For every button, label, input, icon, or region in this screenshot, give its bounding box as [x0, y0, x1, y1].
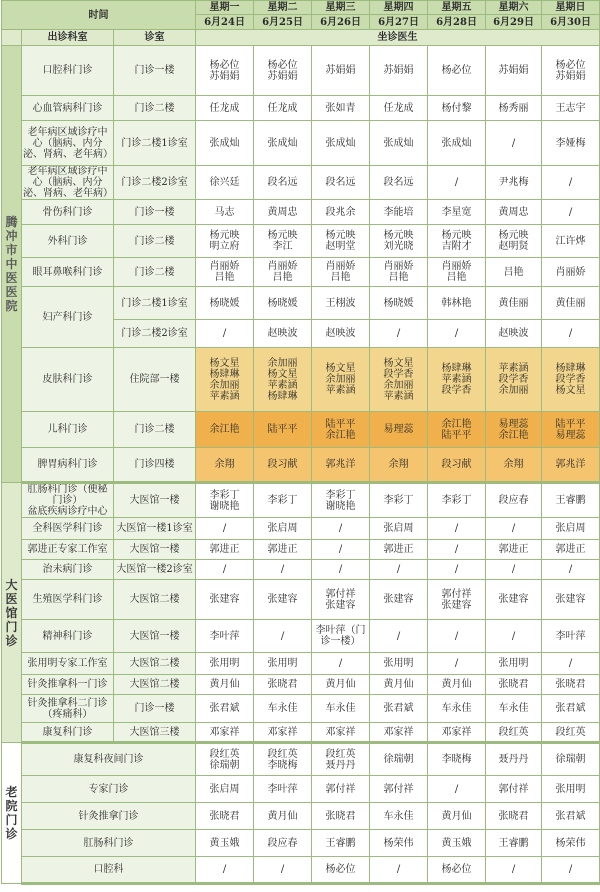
doctor-cell-sat: 张用明 [486, 653, 542, 675]
doctor-cell-sat: / [486, 560, 542, 580]
doctor-cell-tue: 杨元映 李江 [254, 225, 312, 258]
doctor-cell-wed: 赵映波 [312, 320, 370, 348]
schedule-row [2, 483, 600, 518]
dept-name: 郭进正专家工作室 [22, 540, 114, 560]
doctor-cell-thu: / [370, 320, 428, 348]
schedule-row [2, 560, 600, 580]
doctor-cell-mon: 杨元映 明立府 [196, 225, 254, 258]
doctor-cell-wed: 郭付祥 [312, 776, 370, 803]
doctor-cell-wed: / [312, 653, 370, 675]
doctor-cell-wed: 陆平平 余江艳 [312, 412, 370, 448]
doctor-cell-sun: 张晓君 [542, 675, 600, 695]
date-sat: 6月29日 [486, 15, 542, 30]
doctor-cell-wed: / [312, 560, 370, 580]
doctor-cell-wed: 黄月仙 [312, 675, 370, 695]
doctor-cell-thu: 段名远 [370, 166, 428, 200]
dept-name: 儿科门诊 [22, 412, 114, 448]
doctor-cell-mon: / [196, 518, 254, 540]
doctor-cell-tue: 段名远 [254, 166, 312, 200]
weekday-tue: 星期二 [254, 1, 312, 15]
doctor-cell-tue: 杨晓媛 [254, 287, 312, 320]
dept-name: 脾胃病科门诊 [22, 448, 114, 483]
hospital-label: 老院门诊 [2, 743, 22, 884]
dept-name: 皮肤科门诊 [22, 348, 114, 412]
doctor-cell-sat: / [486, 620, 542, 653]
room-name: 大医馆二楼 [114, 653, 196, 675]
dept-name: 肛肠科门诊（便秘门诊） 盆底疾病诊疗中心 [22, 483, 114, 518]
doctor-cell-sun: 杨必位 苏娟娟 [542, 46, 600, 96]
doctor-cell-sun: 李叶萍 [542, 620, 600, 653]
doctor-cell-mon: / [196, 320, 254, 348]
dept-name: 眼耳鼻喉科门诊 [22, 258, 114, 287]
doctor-cell-thu: 张建容 [370, 580, 428, 620]
doctor-cell-sun: / [542, 320, 600, 348]
dept-name: 老年病区域诊疗中心（脑病、内分泌、肾病、老年病） [23, 166, 113, 199]
schedule-row [2, 803, 600, 830]
dept-name: 针灸推拿科二门诊（疼痛科） [22, 695, 114, 723]
doctor-cell-wed: / [312, 540, 370, 560]
doctor-cell-wed: 杨元映 赵明堂 [312, 225, 370, 258]
doctor-cell-tue: 段应春 [254, 830, 312, 857]
doctor-cell-tue: 张晓君 [254, 675, 312, 695]
doctor-cell-fri: / [428, 620, 486, 653]
doctor-cell-sat: 张晓君 [486, 675, 542, 695]
doctor-cell-mon: 段红英 徐瑞朝 [196, 743, 254, 776]
doctor-cell-sun: 黄佳丽 [542, 287, 600, 320]
room-name: 门诊四楼 [114, 448, 196, 483]
doctor-cell-wed: 李叶萍（门诊一楼） [312, 620, 370, 653]
doctor-cell-sat: 郭付祥 [486, 776, 542, 803]
doctor-cell-mon: / [196, 560, 254, 580]
schedule-row [2, 225, 600, 258]
doctor-cell-tue: 张用明 [254, 653, 312, 675]
schedule-row [2, 287, 600, 320]
doctor-cell-wed: 郭付祥 张建容 [312, 580, 370, 620]
room-column-header: 诊室 [114, 30, 196, 46]
doctor-cell-wed: 张成灿 [312, 121, 370, 166]
room-name: 大医馆一楼 [114, 540, 196, 560]
doctor-cell-sat: 王睿鹏 [486, 830, 542, 857]
doctor-cell-mon: 黄玉娥 [196, 830, 254, 857]
schedule-row [2, 166, 600, 200]
doctor-cell-mon: 杨必位 苏娟娟 [196, 46, 254, 96]
doctor-cell-fri: 黄月仙 [428, 803, 486, 830]
schedule-row [2, 540, 600, 560]
doctor-cell-sun: 张建容 [542, 580, 600, 620]
doctor-cell-mon: 张建容 [196, 580, 254, 620]
room-name: 大医馆三楼 [114, 723, 196, 743]
dept-name: 针灸推拿科一门诊 [22, 675, 114, 695]
doctor-cell-sat: 郭进正 [486, 540, 542, 560]
schedule-row [2, 96, 600, 121]
doctor-cell-fri: 李星宽 [428, 200, 486, 225]
weekday-sun: 星期日 [542, 1, 600, 15]
weekday-wed: 星期三 [312, 1, 370, 15]
room-name: 门诊二楼 [114, 225, 196, 258]
schedule-row [2, 830, 600, 857]
weekday-fri: 星期五 [428, 1, 486, 15]
doctor-cell-sun: 王志宇 [542, 96, 600, 121]
doctor-cell-sun: 陆平平 易理蕊 [542, 412, 600, 448]
doctor-cell-thu: / [370, 620, 428, 653]
dept-name: 老年病区域诊疗中心（脑病、内分泌、肾病、老年病） [22, 121, 114, 166]
doctor-cell-wed: 段名远 [312, 166, 370, 200]
doctor-cell-tue: 张启周 [254, 518, 312, 540]
doctor-cell-fri: 肖丽娇 吕艳 [428, 258, 486, 287]
doctor-cell-sat: 苏娟娟 [486, 46, 542, 96]
room-name: 大医馆二楼 [114, 675, 196, 695]
date-tue: 6月25日 [254, 15, 312, 30]
doctor-cell-tue: 段红英 李晓梅 [254, 743, 312, 776]
doctor-cell-tue: 黄月仙 [254, 803, 312, 830]
doctor-cell-fri: / [428, 518, 486, 540]
doctor-cell-mon: 张成灿 [196, 121, 254, 166]
doctor-cell-sat: 段应春 [486, 483, 542, 518]
room-name: 门诊二楼 [114, 258, 196, 287]
doctor-cell-mon: 肖丽娇 吕艳 [196, 258, 254, 287]
doctor-cell-fri: / [428, 540, 486, 560]
doctor-cell-tue: 杨必位 苏娟娟 [254, 46, 312, 96]
doctor-cell-sat: 吕艳 [486, 258, 542, 287]
doctor-cell-sun: 杨肆琳 段学香 杨文星 [542, 348, 600, 412]
doctor-cell-mon: 张晓君 [196, 803, 254, 830]
doctor-cell-fri: 杨必位 [428, 46, 486, 96]
doctor-cell-sat: 黄佳丽 [486, 287, 542, 320]
schedule-table [1, 0, 600, 885]
doctor-cell-thu: 李能培 [370, 200, 428, 225]
doctor-cell-sun: 王睿鹏 [542, 483, 600, 518]
doctor-cell-fri: 杨必位 [428, 857, 486, 884]
doctor-cell-sun: 张启周 [542, 518, 600, 540]
doctor-cell-fri: / [428, 776, 486, 803]
doctor-cell-sat: 聂丹丹 [486, 743, 542, 776]
doctor-cell-fri: 邓家祥 [428, 723, 486, 743]
doctor-cell-sun: 张君斌 [542, 803, 600, 830]
hospital-spacer [2, 30, 22, 46]
doctor-cell-sun: / [542, 653, 600, 675]
doctor-cell-mon: 李彩丁 谢晓艳 [196, 483, 254, 518]
dept-name: 康复科门诊 [22, 723, 114, 743]
doctor-cell-tue: 邓家祥 [254, 723, 312, 743]
doctor-cell-thu: 车永佳 [370, 803, 428, 830]
doctor-cell-sun: 张君斌 [542, 695, 600, 723]
room-name: 住院部一楼 [114, 348, 196, 412]
doctor-cell-sat: 赵映波 [486, 320, 542, 348]
doctor-cell-tue: / [254, 857, 312, 884]
doctor-cell-thu: 杨文星 段学香 余加丽 苹素涵 [370, 348, 428, 412]
schedule-row [2, 743, 600, 776]
doctor-cell-fri: 李彩丁 [428, 483, 486, 518]
doctor-cell-fri: 段习献 [428, 448, 486, 483]
doctor-cell-thu: 邓家祥 [370, 723, 428, 743]
schedule-row [2, 580, 600, 620]
room-name: 门诊二楼 [114, 412, 196, 448]
doctor-cell-fri: 杨付黎 [428, 96, 486, 121]
doctor-cell-mon: 郭进正 [196, 540, 254, 560]
doctor-cell-thu: 杨元映 刘光晓 [370, 225, 428, 258]
doctor-cell-fri: 李晓梅 [428, 743, 486, 776]
doctor-cell-sun: 郭进正 [542, 540, 600, 560]
dept-name: 针灸推拿门诊 [22, 803, 196, 830]
doctor-cell-thu: 张成灿 [370, 121, 428, 166]
room-name: 大医馆一楼 [114, 620, 196, 653]
doctor-cell-thu: 李彩丁 [370, 483, 428, 518]
room-name: 门诊一楼 [114, 200, 196, 225]
doctor-cell-wed: 王栩波 [312, 287, 370, 320]
doctor-cell-thu: 郭进正 [370, 540, 428, 560]
doctor-cell-sat: 张建容 [486, 580, 542, 620]
schedule-row [2, 723, 600, 743]
doctor-cell-mon: 李叶萍 [196, 620, 254, 653]
doctor-cell-mon: 马志 [196, 200, 254, 225]
schedule-row [2, 448, 600, 483]
dept-name: 专家门诊 [22, 776, 196, 803]
dept-name: 口腔科门诊 [22, 46, 114, 96]
dept-name: 生殖医学科门诊 [22, 580, 114, 620]
doctor-cell-mon: 黄月仙 [196, 675, 254, 695]
doctor-cell-thu: 张启周 [370, 518, 428, 540]
date-sun: 6月30日 [542, 15, 600, 30]
date-thu: 6月27日 [370, 15, 428, 30]
doctor-cell-tue: 陆平平 [254, 412, 312, 448]
doctor-cell-mon: 任龙成 [196, 96, 254, 121]
doctor-cell-mon: 徐兴廷 [196, 166, 254, 200]
doctor-cell-wed: 段红英 聂丹丹 [312, 743, 370, 776]
doctor-cell-sat: / [486, 121, 542, 166]
doctor-cell-tue: 李叶萍 [254, 776, 312, 803]
doctor-cell-tue: 郭进正 [254, 540, 312, 560]
doctor-cell-thu: 张用明 [370, 653, 428, 675]
date-wed: 6月26日 [312, 15, 370, 30]
schedule-row [2, 121, 600, 166]
weekday-thu: 星期四 [370, 1, 428, 15]
dept-name: 肛肠科门诊 [22, 830, 196, 857]
doctor-cell-sat: / [486, 857, 542, 884]
dept-name: 张用明专家工作室 [22, 653, 114, 675]
doctor-cell-sun: / [542, 200, 600, 225]
doctor-cell-fri: / [428, 653, 486, 675]
schedule-row [2, 857, 600, 884]
doctor-cell-tue: 张建容 [254, 580, 312, 620]
dept-name: 全科医学科门诊 [22, 518, 114, 540]
doctor-cell-fri: 余江艳 陆平平 [428, 412, 486, 448]
doctor-cell-sun: 李娅梅 [542, 121, 600, 166]
doctor-cell-wed: 李彩丁 谢晓艳 [312, 483, 370, 518]
schedule-row [2, 258, 600, 287]
dept-name: 心血管病科门诊 [22, 96, 114, 121]
doctor-cell-sun: 张用明 [542, 776, 600, 803]
schedule-row [2, 695, 600, 723]
doctor-cell-sat: / [486, 518, 542, 540]
dept-name: 口腔科 [22, 857, 196, 884]
doctor-cell-thu: 杨荣伟 [370, 830, 428, 857]
schedule-row [2, 675, 600, 695]
doctor-cell-wed: 肖丽娇 吕艳 [312, 258, 370, 287]
weekday-sat: 星期六 [486, 1, 542, 15]
doctor-cell-sat: 尹兆梅 [486, 166, 542, 200]
dept-name: 骨伤科门诊 [22, 200, 114, 225]
doctor-cell-wed: 郭兆洋 [312, 448, 370, 483]
doctor-cell-sat: 张晓君 [486, 803, 542, 830]
doctor-cell-thu: / [370, 857, 428, 884]
doctor-cell-sun: 杨荣伟 [542, 830, 600, 857]
doctor-cell-sat: 余翔 [486, 448, 542, 483]
doctor-cell-wed: 邓家祥 [312, 723, 370, 743]
room-name: 门诊一楼 [114, 46, 196, 96]
schedule-row [2, 776, 600, 803]
doctor-cell-fri: 郭付祥 张建容 [428, 580, 486, 620]
doctor-cell-thu: / [370, 560, 428, 580]
doctor-cell-thu: 任龙成 [370, 96, 428, 121]
doctor-cell-thu: 肖丽娇 吕艳 [370, 258, 428, 287]
doctor-cell-fri: / [428, 320, 486, 348]
doctor-cell-mon: 杨文星 杨肆琳 余加丽 苹素涵 [196, 348, 254, 412]
doctor-cell-fri: 黄月仙 [428, 675, 486, 695]
room-name: 大医馆二楼 [114, 580, 196, 620]
dept-name: 康复科夜间门诊 [22, 743, 196, 776]
doctor-cell-sat: 杨秀丽 [486, 96, 542, 121]
doctor-cell-thu: 易理蕊 [370, 412, 428, 448]
time-header: 时间 [2, 1, 196, 30]
doctor-cell-tue: 黄周忠 [254, 200, 312, 225]
doctor-cell-sun: 肖丽娇 [542, 258, 600, 287]
weekday-mon: 星期一 [196, 1, 254, 15]
doctor-cell-sat: 易理蕊 余江艳 [486, 412, 542, 448]
doctor-cell-tue: 张成灿 [254, 121, 312, 166]
doctor-cell-tue: / [254, 620, 312, 653]
doctor-cell-mon: 余翔 [196, 448, 254, 483]
doctor-cell-thu: 余翔 [370, 448, 428, 483]
room-name: 大医馆一楼 [114, 483, 196, 518]
room-name: 门诊二楼 [114, 96, 196, 121]
room-name: 门诊二楼2诊室 [114, 166, 196, 200]
doctor-cell-fri: 杨元映 吉附才 [428, 225, 486, 258]
doctor-cell-thu: 苏娟娟 [370, 46, 428, 96]
doctor-cell-mon: 张君斌 [196, 695, 254, 723]
doctor-cell-fri: 车永佳 [428, 695, 486, 723]
doctor-cell-fri: / [428, 560, 486, 580]
doctor-cell-sun: 段红英 [542, 723, 600, 743]
doctor-cell-fri: 张成灿 [428, 121, 486, 166]
doctor-cell-sat: 黄周忠 [486, 200, 542, 225]
doctor-cell-mon: 杨晓媛 [196, 287, 254, 320]
doctor-cell-wed: 张晓君 [312, 803, 370, 830]
doctor-cell-fri: 黄玉娥 [428, 830, 486, 857]
room-name: 门诊一楼 [114, 695, 196, 723]
doctor-cell-tue: 肖丽娇 吕艳 [254, 258, 312, 287]
doctor-cell-wed: 苏娟娟 [312, 46, 370, 96]
doctor-cell-sun: 徐瑞朝 [542, 743, 600, 776]
hospital-label: 腾冲市中医医院 [2, 46, 22, 483]
doctor-cell-sat: 段红英 [486, 723, 542, 743]
room-name: 门诊二楼1诊室 [114, 287, 196, 320]
doctor-cell-thu: 杨晓媛 [370, 287, 428, 320]
dept-column-header: 出诊科室 [22, 30, 114, 46]
room-name: 大医馆一楼2诊室 [114, 560, 196, 580]
doctor-cell-sun: / [542, 560, 600, 580]
doctor-cell-wed: 段兆余 [312, 200, 370, 225]
doctor-cell-thu: 郭付祥 [370, 776, 428, 803]
doctor-cell-sun: 江许烨 [542, 225, 600, 258]
dept-name: 治未病门诊 [22, 560, 114, 580]
doctor-cell-mon: 邓家祥 [196, 723, 254, 743]
doctor-cell-mon: 张启周 [196, 776, 254, 803]
doctor-cell-mon: 张用明 [196, 653, 254, 675]
doctor-cell-fri: 杨肆琳 苹素涵 段学香 [428, 348, 486, 412]
doctor-cell-tue: 余加丽 杨文星 苹素涵 杨肆琳 [254, 348, 312, 412]
doctor-cell-sat: 苹素涵 段学香 余加丽 [486, 348, 542, 412]
doctor-cell-fri: / [428, 166, 486, 200]
dept-name: 外科门诊 [22, 225, 114, 258]
doctor-cell-thu: 黄月仙 [370, 675, 428, 695]
room-name: 门诊二楼2诊室 [114, 320, 196, 348]
room-name: 大医馆一楼1诊室 [114, 518, 196, 540]
schedule-row [2, 518, 600, 540]
doctor-cell-sat: 车永佳 [486, 695, 542, 723]
dept-name: 妇产科门诊 [22, 287, 114, 348]
date-mon: 6月24日 [196, 15, 254, 30]
doctor-cell-tue: / [254, 560, 312, 580]
date-fri: 6月28日 [428, 15, 486, 30]
doctor-column-header: 坐诊医生 [196, 30, 600, 46]
doctor-cell-tue: 任龙成 [254, 96, 312, 121]
doctor-cell-tue: 车永佳 [254, 695, 312, 723]
room-name: 门诊二楼1诊室 [114, 121, 196, 166]
dept-name: 精神科门诊 [22, 620, 114, 653]
doctor-cell-wed: 车永佳 [312, 695, 370, 723]
schedule-row [2, 412, 600, 448]
doctor-cell-sun: 郭兆洋 [542, 448, 600, 483]
doctor-cell-tue: 李彩丁 [254, 483, 312, 518]
doctor-cell-wed: 张如青 [312, 96, 370, 121]
schedule-row [2, 348, 600, 412]
doctor-cell-tue: 段习献 [254, 448, 312, 483]
doctor-cell-tue: 赵映波 [254, 320, 312, 348]
doctor-cell-wed: 杨文星 余加丽 苹素涵 [312, 348, 370, 412]
doctor-cell-mon: / [196, 857, 254, 884]
schedule-row [2, 200, 600, 225]
schedule-row [2, 620, 600, 653]
doctor-cell-wed: / [312, 518, 370, 540]
doctor-cell-sun: / [542, 166, 600, 200]
schedule-row [2, 46, 600, 96]
doctor-cell-fri: 韩林艳 [428, 287, 486, 320]
hospital-label: 大医馆门诊 [2, 483, 22, 743]
schedule-row [2, 653, 600, 675]
doctor-cell-sun: / [542, 857, 600, 884]
doctor-cell-wed: 杨必位 [312, 857, 370, 884]
doctor-cell-wed: 王睿鹏 [312, 830, 370, 857]
doctor-cell-thu: 张君斌 [370, 695, 428, 723]
doctor-cell-thu: 徐瑞朝 [370, 743, 428, 776]
doctor-cell-sat: 杨元映 赵明贤 [486, 225, 542, 258]
doctor-cell-mon: 余江艳 [196, 412, 254, 448]
